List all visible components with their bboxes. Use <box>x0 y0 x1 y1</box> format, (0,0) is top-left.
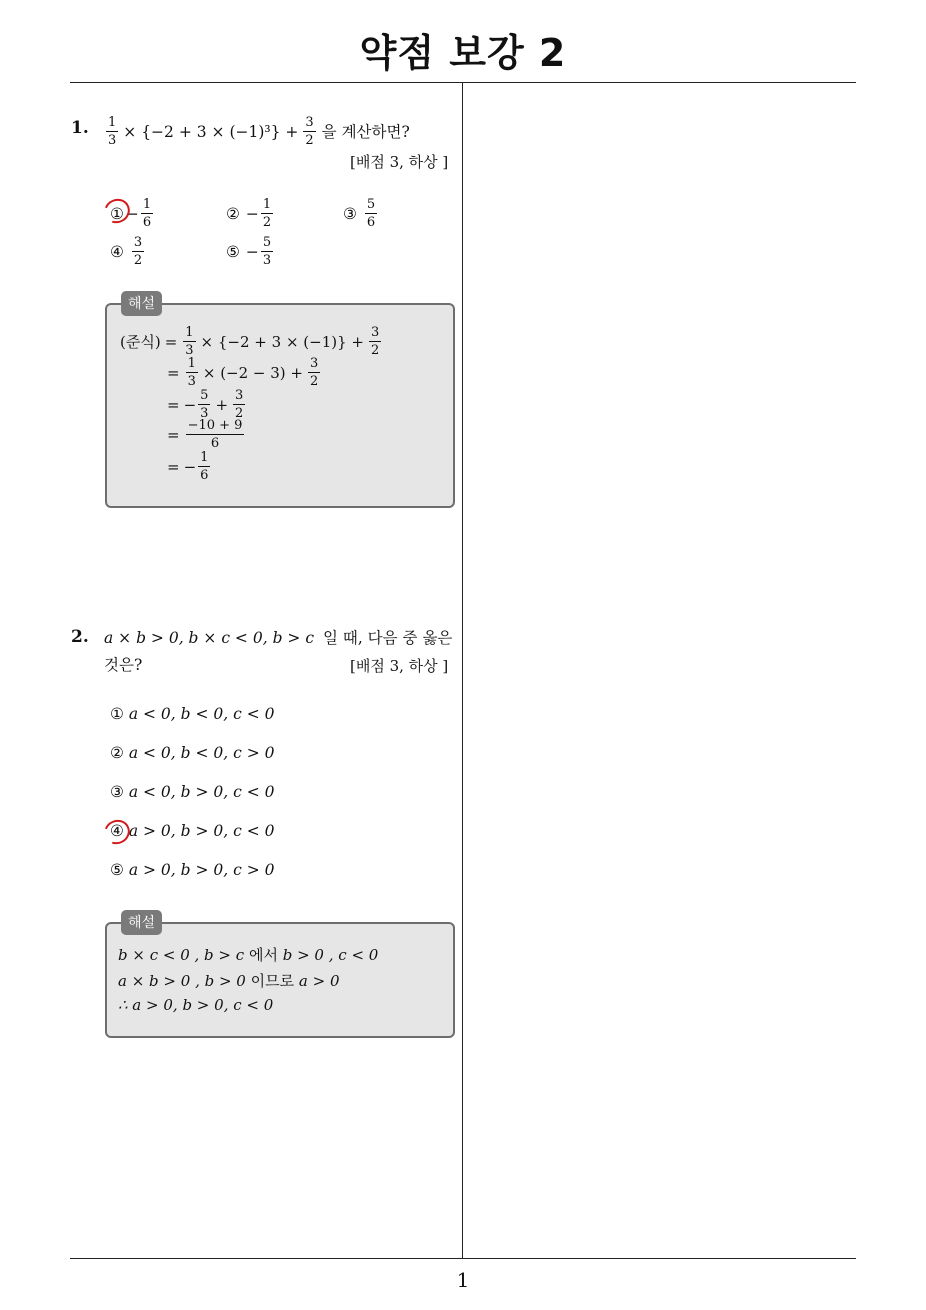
header-rule <box>70 82 856 83</box>
question-1-number: 1. <box>71 118 89 138</box>
q2-choice-2[interactable]: ② a < 0, b < 0, c > 0 <box>110 744 275 762</box>
q1-solution-line-3: = − $\frac{5}{3}$ + $\frac{3}{2}$ <box>167 388 244 421</box>
q1-choice-2[interactable]: ② − $\frac{1}{2}$ <box>226 197 272 230</box>
q1-solution-line-1: (준식) = $\frac{1}{3}$ × {−2 + 3 × (−1)} + $\frac{3}{2}$ <box>120 325 380 358</box>
question-2-text-line-2: 것은? <box>104 656 143 674</box>
q1-solution-label: 해설 <box>121 291 162 316</box>
q2-choice-1[interactable]: ① a < 0, b < 0, c < 0 <box>110 705 275 723</box>
question-2-text-line-1: a × b > 0, b × c < 0, b > c 일 때, 다음 중 옳은 <box>104 629 453 647</box>
question-2-meta: [배점 3, 하상 ] <box>350 657 449 675</box>
q1-frac-b: $\frac{3}{2}$ <box>305 115 314 148</box>
question-1-meta: [배점 3, 하상 ] <box>350 153 449 171</box>
page-number: 1 <box>456 1268 470 1292</box>
q2-solution-line-1: b × c < 0 , b > c 에서 b > 0 , c < 0 <box>118 946 379 964</box>
q1-choice-1[interactable]: ① − $\frac{1}{6}$ <box>110 197 152 230</box>
question-2-number: 2. <box>71 627 89 647</box>
q2-solution-line-2: a × b > 0 , b > 0 이므로 a > 0 <box>118 972 340 990</box>
question-1-text <box>104 116 410 147</box>
q1-choice-3[interactable]: ③ $\frac{5}{6}$ <box>343 197 376 230</box>
q1-solution-line-5: = − $\frac{1}{6}$ <box>167 450 209 483</box>
q2-choice-5[interactable]: ⑤ a > 0, b > 0, c > 0 <box>110 861 275 879</box>
q1-choice-4[interactable]: ④ $\frac{3}{2}$ <box>110 235 143 268</box>
q2-choice-3[interactable]: ③ a < 0, b > 0, c < 0 <box>110 783 275 801</box>
q2-choice-4[interactable]: ④ a > 0, b > 0, c < 0 <box>110 822 275 840</box>
footer-rule <box>70 1258 856 1259</box>
q1-suffix: 을 계산하면? <box>321 122 410 141</box>
q2-solution-line-3: ∴ a > 0, b > 0, c < 0 <box>118 996 274 1014</box>
column-divider <box>462 83 463 1259</box>
page-title: 약점 보강 2 <box>359 31 567 75</box>
q2-solution-label: 해설 <box>121 910 162 935</box>
q1-expression: × {−2 + 3 × (−1)³} + <box>123 122 299 141</box>
q1-solution-line-2: = $\frac{1}{3}$ × (−2 − 3) + $\frac{3}{2}$ <box>167 356 319 389</box>
q1-choice-5[interactable]: ⑤ − $\frac{5}{3}$ <box>226 235 272 268</box>
q1-frac-a: $\frac{1}{3}$ <box>108 115 117 148</box>
answer-mark-circle <box>100 816 134 849</box>
q1-solution-line-4: = $\frac{-10 + 9}{6}$ <box>167 418 243 451</box>
